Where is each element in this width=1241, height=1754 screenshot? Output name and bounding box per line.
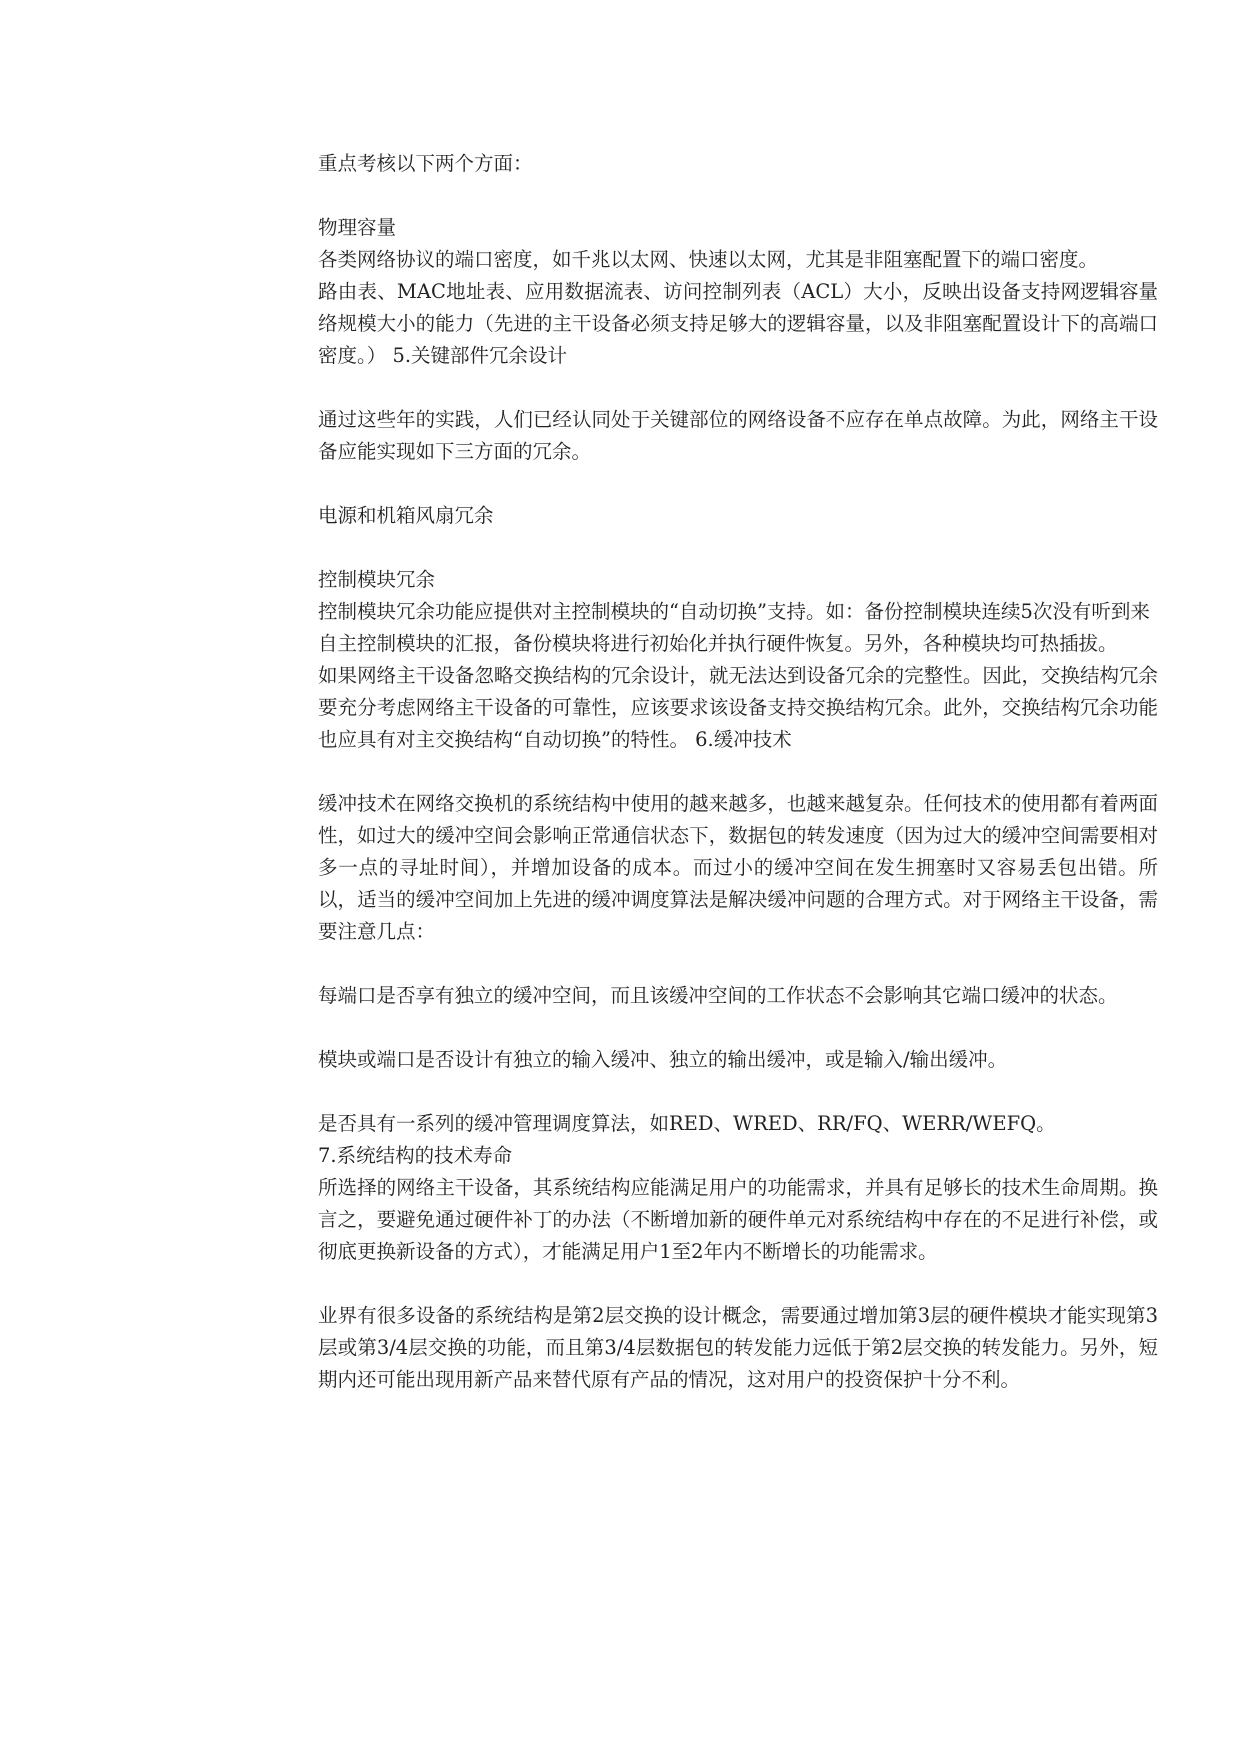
control-module-paragraph	[318, 596, 1158, 687]
paragraph-spacer	[318, 1076, 1158, 1108]
buffer-point-3: 是否具有一系列的缓冲管理调度算法，如RED、WRED、RR/FQ、WERR/WEFQ。	[318, 1112, 1056, 1135]
paragraph-spacer	[318, 372, 1158, 404]
layer-switching-paragraph: 业界有很多设备的系统结构是第2层交换的设计概念，需要通过增加第3层的硬件模块才能实现第3层或第3/4层交换的功能，而且第3/4层数据包的转发能力远低于第2层交换的转发能力。另外，短期内还可能出现用新产品来替代原有产品的情况，这对用户的投资保护十分不利。	[318, 1304, 1158, 1391]
switch-fabric-paragraph: 如果网络主干设备忽略交换结构的冗余设计，就无法达到设备冗余的完整性。因此，要充分考虑网络主干设备的可靠性，应该要求该设备支持交换结构冗余。此外，交换结构冗余功能也应具有对主交换结构“自动切换”的特性。 6.缓冲技术	[318, 664, 1158, 751]
paragraph-spacer	[318, 1012, 1158, 1044]
buffer-tech-paragraph: 缓冲技术在网络交换机的系统结构中使用的越来越多，也越来越复杂。任何技术的使用都有着两面性，如过大的缓冲空间会影响正常通信状态下，数据包的转发速度（因为过大的缓冲空间需要相对多一点的寻址时间），并增加设备的成本。而过小的缓冲空间在发生拥塞时又容易丢包出错。所以，适当的缓冲空间加上先进的缓冲调度算法是解决缓冲问题的合理方式。对于网络主干设备，需要注意几点：	[318, 792, 1158, 943]
buffer-point-2: 模块或端口是否设计有独立的输入缓冲、独立的输出缓冲，或是输入/输出缓冲。	[318, 1048, 1008, 1071]
heading-power-fan-redundancy: 电源和机箱风扇冗余	[318, 504, 494, 527]
paragraph-spacer	[318, 756, 1158, 788]
intro-paragraph: 重点考核以下两个方面：	[318, 152, 533, 175]
paragraph-spacer	[318, 532, 1158, 564]
heading-control-module-redundancy: 控制模块冗余	[318, 568, 436, 591]
heading-system-lifetime: 7.系统结构的技术寿命	[318, 1144, 513, 1167]
heading-switch-fabric-redundancy: 交换结构冗余	[1040, 664, 1158, 687]
document-body	[318, 148, 1158, 1396]
system-lifetime-paragraph: 所选择的网络主干设备，其系统结构应能满足用户的功能需求，并具有足够长的技术生命周期。换言之，要避免通过硬件补丁的办法（不断增加新的硬件单元对系统结构中存在的不足进行补偿，或彻底更换新设备的方式），才能满足用户1至2年内不断增长的功能需求。	[318, 1176, 1158, 1263]
paragraph-spacer	[318, 180, 1158, 212]
heading-logical-capacity: 逻辑容量	[1079, 280, 1158, 303]
buffer-point-1: 每端口是否享有独立的缓冲空间，而且该缓冲空间的工作状态不会影响其它端口缓冲的状态。	[318, 984, 1118, 1007]
physical-capacity-text: 各类网络协议的端口密度，如千兆以太网、快速以太网，尤其是非阻塞配置下的端口密度。	[318, 248, 1099, 271]
paragraph-spacer	[318, 468, 1158, 500]
control-module-text: 控制模块冗余功能应提供对主控制模块的“自动切换”支持。如：备份控制模块连续5次没有听到来自主控制模块的汇报，备份模块将进行初始化并执行硬件恢复。另外，各种模块均可热插拔。	[318, 600, 1150, 655]
physical-capacity-paragraph	[318, 244, 1158, 303]
redundancy-intro-paragraph: 通过这些年的实践，人们已经认同处于关键部位的网络设备不应存在单点故障。为此，网络主干设备应能实现如下三方面的冗余。	[318, 408, 1158, 463]
paragraph-spacer	[318, 1268, 1158, 1300]
heading-physical-capacity: 物理容量	[318, 216, 397, 239]
logical-capacity-paragraph: 路由表、MAC地址表、应用数据流表、访问控制列表（ACL）大小，反映出设备支持网络规模大小的能力（先进的主干设备必须支持足够大的逻辑容量，以及非阻塞配置设计下的高端口密度。） 5.关键部件冗余设计	[318, 280, 1158, 367]
paragraph-spacer	[318, 948, 1158, 980]
